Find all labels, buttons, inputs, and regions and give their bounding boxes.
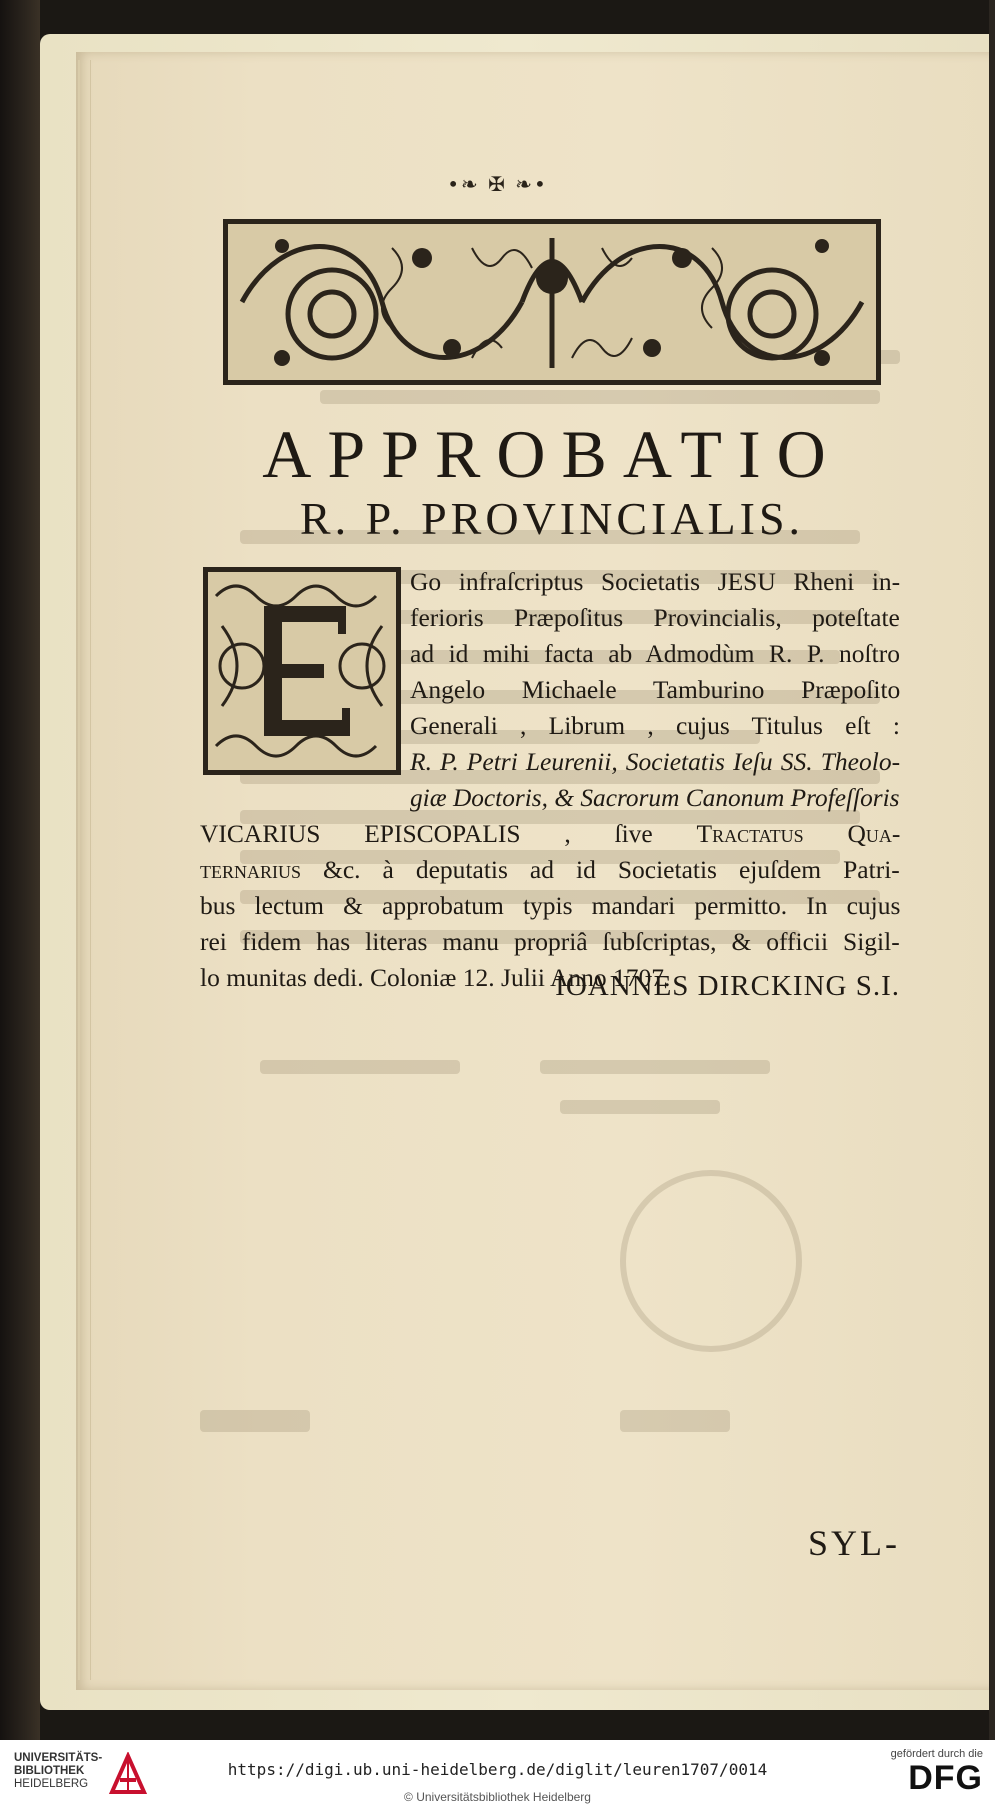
- body-text-segment: ternarius: [200, 855, 302, 884]
- body-line: [410, 708, 900, 744]
- body-text-segment: &c. à deputatis ad id Societatis ejuſdem Patri-: [301, 855, 900, 884]
- body-text-segment: Tractatus Qua-: [696, 819, 901, 848]
- viewer-footer: [0, 1740, 995, 1811]
- body-text-segment: giæ Doctoris, & Sacrorum Canonum Profeſſoris: [410, 783, 900, 812]
- dfg-logo-text: DFG: [908, 1759, 983, 1797]
- body-text-segment: ad id mihi facta ab Admodùm R. P. noſtro: [410, 639, 900, 668]
- catchword: SYL-: [808, 1523, 900, 1563]
- body-text-segment: ferioris Præpoſitus Provincialis, poteſtate: [410, 603, 900, 632]
- body-text-segment: Angelo Michaele Tamburino Præpoſito: [410, 675, 901, 704]
- body-line: [410, 600, 900, 636]
- body-text-segment: lo munitas dedi. Coloniæ 12. Julii Anno 1707.: [200, 963, 671, 992]
- book-binding: [0, 0, 40, 1740]
- body-line: [410, 636, 900, 672]
- page-edges: [78, 60, 91, 1680]
- ornamental-headpiece: [222, 218, 882, 386]
- signature-line: IOANNES DIRCKING S.I.: [555, 970, 900, 1002]
- body-line: [410, 564, 900, 600]
- dfg-funder-logo[interactable]: [863, 1748, 983, 1796]
- body-text-segment: rei fidem has literas manu propriâ ſubſcriptas, & officii Sigil-: [200, 927, 900, 956]
- funder-note: gefördert durch die: [890, 1748, 983, 1760]
- body-line: [200, 888, 900, 924]
- page-subtitle: R. P. PROVINCIALIS.: [299, 493, 805, 544]
- body-text-segment: Go infraſcriptus Societatis JESU Rheni in-: [410, 567, 901, 596]
- body-text-segment: R. P. Petri Leurenii, Societatis Ieſu SS. Theolo-: [410, 747, 901, 776]
- scan-edge: [989, 0, 995, 1740]
- body-text-segment: VICARIUS EPISCOPALIS , ſive: [200, 819, 697, 848]
- body-line: [410, 780, 900, 816]
- library-name: UNIVERSITÄTS- BIBLIOTHEK HEIDELBERG: [14, 1752, 103, 1790]
- copyright-notice: © Universitätsbibliothek Heidelberg: [404, 1790, 591, 1804]
- fleuron-ornament: •❧ ✠ ❧•: [447, 172, 548, 196]
- permalink-url[interactable]: https://digi.ub.uni-heidelberg.de/diglit/leuren1707/0014: [227, 1760, 768, 1779]
- page-title: APPROBATIO: [262, 416, 842, 492]
- body-text-segment: Generali , Librum , cujus Titulus eſt :: [410, 711, 900, 740]
- body-line: [200, 816, 900, 852]
- body-text-segment: bus lectum & approbatum typis mandari permitto. In cujus: [200, 891, 901, 920]
- body-line: [410, 672, 900, 708]
- decorated-initial-e: [202, 566, 402, 776]
- body-line: [200, 852, 900, 888]
- body-line: [410, 744, 900, 780]
- body-line: [200, 924, 900, 960]
